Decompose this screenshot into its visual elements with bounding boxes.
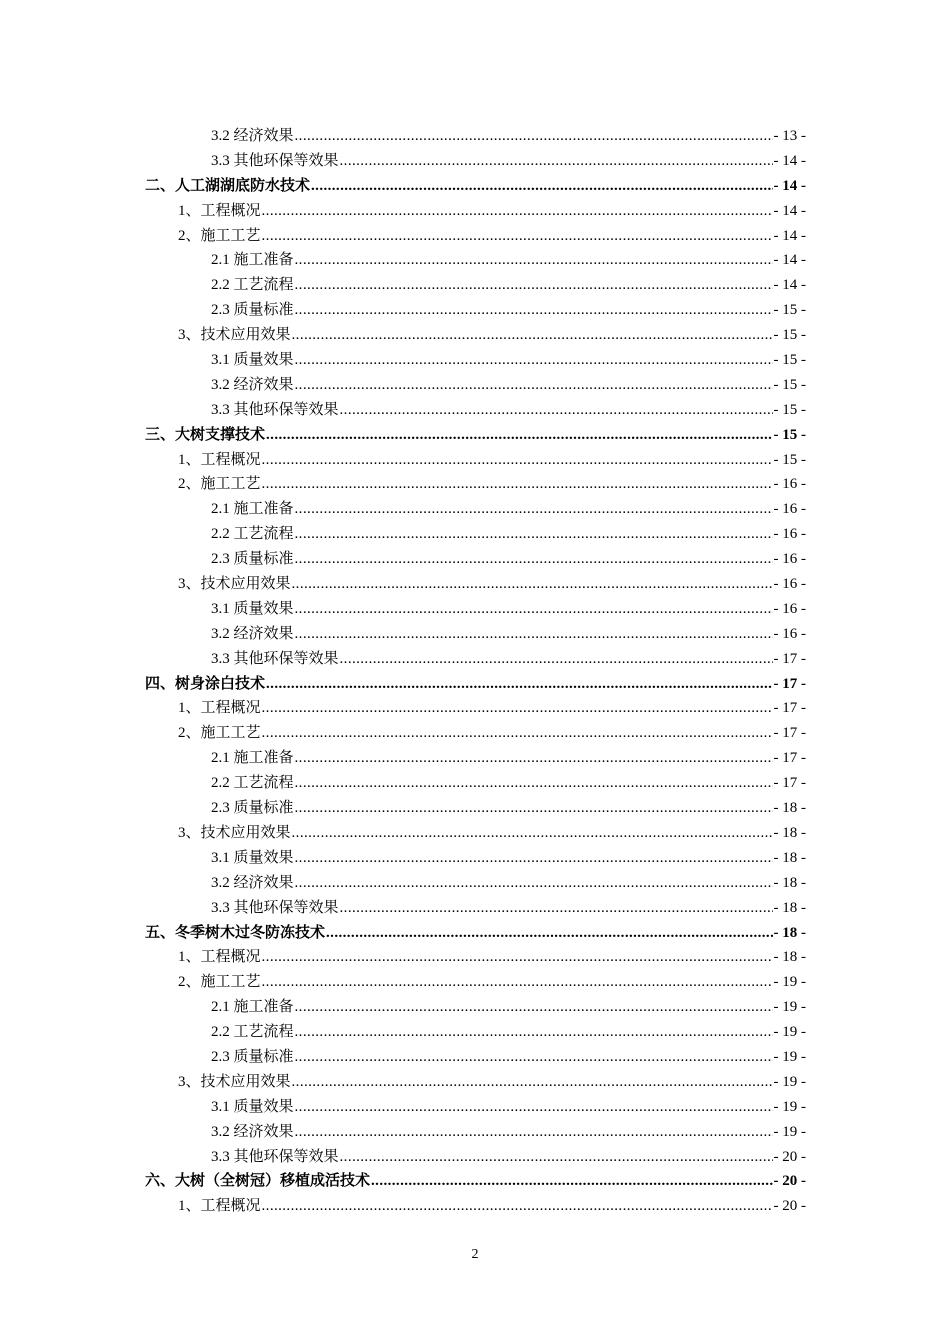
toc-entry-title: 三、大树支撑技术 bbox=[145, 426, 266, 443]
toc-entry-title: 3.1 质量效果 bbox=[211, 352, 294, 369]
toc-entry-page: - 16 - bbox=[773, 551, 806, 568]
toc-entry[interactable] bbox=[145, 448, 806, 473]
toc-entry-title: 2、施工工艺 bbox=[178, 974, 261, 991]
toc-entry-page: - 18 - bbox=[773, 874, 806, 891]
toc-entry-page: - 19 - bbox=[773, 1073, 806, 1090]
toc-dot-leader bbox=[295, 248, 773, 273]
toc-dot-leader bbox=[295, 298, 773, 323]
toc-entry-title: 2.3 质量标准 bbox=[211, 800, 294, 817]
toc-entry-title: 3.3 其他环保等效果 bbox=[211, 401, 339, 418]
toc-entry[interactable] bbox=[145, 149, 806, 174]
toc-entry[interactable] bbox=[145, 721, 806, 746]
toc-entry-page: - 19 - bbox=[773, 999, 806, 1016]
toc-dot-leader bbox=[295, 547, 773, 572]
toc-dot-leader bbox=[262, 721, 773, 746]
toc-entry-title: 2.1 施工准备 bbox=[211, 999, 294, 1016]
toc-entry-page: - 19 - bbox=[773, 1098, 806, 1115]
toc-dot-leader bbox=[262, 472, 773, 497]
toc-entry[interactable] bbox=[145, 572, 806, 597]
toc-entry-page: - 17 - bbox=[773, 650, 806, 667]
toc-dot-leader bbox=[262, 970, 773, 995]
toc-entry[interactable] bbox=[145, 547, 806, 572]
toc-entry-title: 1、工程概况 bbox=[178, 1198, 261, 1215]
toc-entry-page: - 20 - bbox=[773, 1148, 806, 1165]
toc-entry[interactable] bbox=[145, 746, 806, 771]
toc-entry-title: 3.2 经济效果 bbox=[211, 376, 294, 393]
toc-dot-leader bbox=[262, 945, 773, 970]
toc-entry-title: 2.1 施工准备 bbox=[211, 750, 294, 767]
toc-dot-leader bbox=[295, 1095, 773, 1120]
toc-entry-page: - 13 - bbox=[773, 128, 806, 144]
toc-entry-title: 3.1 质量效果 bbox=[211, 849, 294, 866]
toc-entry-page: - 15 - bbox=[773, 401, 806, 418]
toc-dot-leader bbox=[266, 423, 772, 448]
toc-dot-leader bbox=[371, 1169, 772, 1194]
toc-entry[interactable] bbox=[145, 1070, 806, 1095]
toc-entry-title: 3.2 经济效果 bbox=[211, 128, 294, 144]
table-of-contents bbox=[145, 124, 806, 1219]
toc-entry[interactable] bbox=[145, 522, 806, 547]
toc-entry-title: 2.1 施工准备 bbox=[211, 252, 294, 269]
toc-entry-page: - 15 - bbox=[773, 426, 806, 443]
toc-entry-title: 2.2 工艺流程 bbox=[211, 775, 294, 792]
toc-entry-page: - 16 - bbox=[773, 501, 806, 518]
toc-entry-page: - 14 - bbox=[773, 152, 806, 169]
toc-entry-page: - 15 - bbox=[773, 451, 806, 468]
toc-entry[interactable] bbox=[145, 1194, 806, 1219]
toc-entry-title: 3、技术应用效果 bbox=[178, 824, 291, 841]
toc-entry[interactable] bbox=[145, 871, 806, 896]
toc-dot-leader bbox=[292, 1070, 773, 1095]
toc-dot-leader bbox=[295, 622, 773, 647]
toc-entry-page: - 15 - bbox=[773, 302, 806, 319]
toc-entry[interactable] bbox=[145, 1045, 806, 1070]
toc-entry-page: - 17 - bbox=[773, 750, 806, 767]
toc-dot-leader bbox=[262, 1194, 773, 1219]
toc-entry-title: 1、工程概况 bbox=[178, 451, 261, 468]
toc-entry-title: 2.3 质量标准 bbox=[211, 302, 294, 319]
toc-entry[interactable] bbox=[145, 1120, 806, 1145]
toc-entry[interactable] bbox=[145, 970, 806, 995]
toc-entry-title: 2.1 施工准备 bbox=[211, 501, 294, 518]
toc-entry-page: - 17 - bbox=[773, 725, 806, 742]
toc-entry-title: 3、技术应用效果 bbox=[178, 1073, 291, 1090]
toc-entry-page: - 15 - bbox=[773, 376, 806, 393]
toc-entry-page: - 16 - bbox=[773, 476, 806, 493]
toc-chapter-entry[interactable] bbox=[145, 1169, 806, 1194]
toc-dot-leader bbox=[340, 149, 773, 174]
toc-dot-leader bbox=[266, 672, 772, 697]
toc-entry[interactable] bbox=[145, 472, 806, 497]
toc-entry-title: 2.2 工艺流程 bbox=[211, 526, 294, 543]
toc-entry-page: - 19 - bbox=[773, 1048, 806, 1065]
toc-dot-leader bbox=[295, 597, 773, 622]
toc-chapter-entry[interactable] bbox=[145, 423, 806, 448]
toc-dot-leader bbox=[292, 572, 773, 597]
toc-dot-leader bbox=[295, 1020, 773, 1045]
toc-entry-title: 2.3 质量标准 bbox=[211, 1048, 294, 1065]
toc-entry-title: 2、施工工艺 bbox=[178, 725, 261, 742]
toc-entry-title: 3.3 其他环保等效果 bbox=[211, 152, 339, 169]
toc-dot-leader bbox=[295, 373, 773, 398]
toc-entry[interactable] bbox=[145, 199, 806, 224]
toc-entry-page: - 18 - bbox=[773, 899, 806, 916]
toc-entry[interactable] bbox=[145, 497, 806, 522]
toc-entry-page: - 14 - bbox=[773, 277, 806, 294]
toc-dot-leader bbox=[295, 871, 773, 896]
toc-entry[interactable] bbox=[145, 846, 806, 871]
toc-entry-title: 2.3 质量标准 bbox=[211, 551, 294, 568]
toc-entry[interactable] bbox=[145, 771, 806, 796]
toc-dot-leader bbox=[295, 1045, 773, 1070]
toc-entry-page: - 20 - bbox=[773, 1198, 806, 1215]
toc-entry-page: - 20 - bbox=[773, 1173, 806, 1190]
toc-entry-page: - 18 - bbox=[773, 949, 806, 966]
toc-entry[interactable] bbox=[145, 647, 806, 672]
toc-dot-leader bbox=[311, 174, 772, 199]
toc-dot-leader bbox=[326, 921, 772, 946]
toc-entry-title: 六、大树（全树冠）移植成活技术 bbox=[145, 1173, 371, 1190]
toc-entry-page: - 18 - bbox=[773, 800, 806, 817]
toc-dot-leader bbox=[262, 199, 773, 224]
toc-entry[interactable] bbox=[145, 622, 806, 647]
toc-dot-leader bbox=[295, 348, 773, 373]
toc-entry-page: - 18 - bbox=[773, 824, 806, 841]
toc-entry[interactable] bbox=[145, 298, 806, 323]
toc-dot-leader bbox=[340, 896, 773, 921]
toc-entry-page: - 17 - bbox=[773, 700, 806, 717]
toc-entry-page: - 18 - bbox=[773, 924, 806, 941]
toc-entry-page: - 16 - bbox=[773, 576, 806, 593]
toc-entry-page: - 16 - bbox=[773, 625, 806, 642]
toc-dot-leader bbox=[295, 497, 773, 522]
page-number: 2 bbox=[471, 1247, 479, 1262]
toc-entry-page: - 15 - bbox=[773, 327, 806, 344]
toc-dot-leader bbox=[295, 522, 773, 547]
toc-dot-leader bbox=[340, 1145, 773, 1170]
toc-entry-page: - 18 - bbox=[773, 849, 806, 866]
toc-entry[interactable] bbox=[145, 1020, 806, 1045]
toc-entry[interactable] bbox=[145, 124, 806, 149]
toc-entry-page: - 16 - bbox=[773, 526, 806, 543]
toc-entry-title: 2、施工工艺 bbox=[178, 227, 261, 244]
toc-entry[interactable] bbox=[145, 1145, 806, 1170]
toc-entry[interactable] bbox=[145, 896, 806, 921]
toc-chapter-entry[interactable] bbox=[145, 672, 806, 697]
toc-entry-title: 3.3 其他环保等效果 bbox=[211, 650, 339, 667]
toc-entry[interactable] bbox=[145, 248, 806, 273]
toc-entry-page: - 15 - bbox=[773, 352, 806, 369]
toc-dot-leader bbox=[262, 448, 773, 473]
toc-entry[interactable] bbox=[145, 821, 806, 846]
toc-entry[interactable] bbox=[145, 348, 806, 373]
toc-dot-leader bbox=[292, 323, 773, 348]
toc-chapter-entry[interactable] bbox=[145, 174, 806, 199]
toc-entry-title: 2、施工工艺 bbox=[178, 476, 261, 493]
toc-dot-leader bbox=[295, 1120, 773, 1145]
toc-entry-page: - 14 - bbox=[773, 227, 806, 244]
toc-dot-leader bbox=[262, 696, 773, 721]
toc-entry-page: - 19 - bbox=[773, 1123, 806, 1140]
toc-entry-title: 二、人工湖湖底防水技术 bbox=[145, 177, 311, 194]
toc-entry-title: 2.2 工艺流程 bbox=[211, 277, 294, 294]
toc-dot-leader bbox=[295, 846, 773, 871]
toc-entry-title: 3.1 质量效果 bbox=[211, 600, 294, 617]
toc-entry-page: - 16 - bbox=[773, 600, 806, 617]
toc-entry-title: 3.2 经济效果 bbox=[211, 625, 294, 642]
toc-entry-title: 1、工程概况 bbox=[178, 700, 261, 717]
toc-entry[interactable] bbox=[145, 597, 806, 622]
toc-entry-page: - 17 - bbox=[773, 775, 806, 792]
toc-dot-leader bbox=[340, 647, 773, 672]
toc-entry-page: - 19 - bbox=[773, 974, 806, 991]
toc-entry-title: 四、树身涂白技术 bbox=[145, 675, 266, 692]
toc-dot-leader bbox=[340, 398, 773, 423]
toc-entry-title: 2.2 工艺流程 bbox=[211, 1024, 294, 1041]
toc-entry-title: 3.3 其他环保等效果 bbox=[211, 899, 339, 916]
toc-entry-title: 3、技术应用效果 bbox=[178, 576, 291, 593]
toc-entry[interactable] bbox=[145, 398, 806, 423]
toc-entry-page: - 14 - bbox=[773, 252, 806, 269]
toc-dot-leader bbox=[295, 995, 773, 1020]
toc-entry-page: - 14 - bbox=[773, 202, 806, 219]
toc-dot-leader bbox=[295, 771, 773, 796]
toc-dot-leader bbox=[295, 124, 773, 149]
toc-entry-page: - 17 - bbox=[773, 675, 806, 692]
toc-entry[interactable] bbox=[145, 224, 806, 249]
toc-entry[interactable] bbox=[145, 995, 806, 1020]
toc-entry-title: 3、技术应用效果 bbox=[178, 327, 291, 344]
toc-entry-title: 3.1 质量效果 bbox=[211, 1098, 294, 1115]
toc-entry[interactable] bbox=[145, 373, 806, 398]
toc-entry-page: - 19 - bbox=[773, 1024, 806, 1041]
toc-entry-title: 1、工程概况 bbox=[178, 949, 261, 966]
toc-entry-page: - 14 - bbox=[773, 177, 806, 194]
toc-entry-title: 1、工程概况 bbox=[178, 202, 261, 219]
toc-entry-title: 3.3 其他环保等效果 bbox=[211, 1148, 339, 1165]
toc-entry[interactable] bbox=[145, 323, 806, 348]
toc-chapter-entry[interactable] bbox=[145, 921, 806, 946]
toc-entry[interactable] bbox=[145, 696, 806, 721]
toc-entry[interactable] bbox=[145, 1095, 806, 1120]
toc-entry-title: 3.2 经济效果 bbox=[211, 1123, 294, 1140]
toc-entry[interactable] bbox=[145, 796, 806, 821]
toc-dot-leader bbox=[295, 796, 773, 821]
toc-dot-leader bbox=[262, 224, 773, 249]
toc-entry-title: 3.2 经济效果 bbox=[211, 874, 294, 891]
toc-dot-leader bbox=[295, 273, 773, 298]
toc-entry[interactable] bbox=[145, 945, 806, 970]
toc-dot-leader bbox=[295, 746, 773, 771]
toc-entry[interactable] bbox=[145, 273, 806, 298]
toc-entry-title: 五、冬季树木过冬防冻技术 bbox=[145, 924, 326, 941]
toc-dot-leader bbox=[292, 821, 773, 846]
